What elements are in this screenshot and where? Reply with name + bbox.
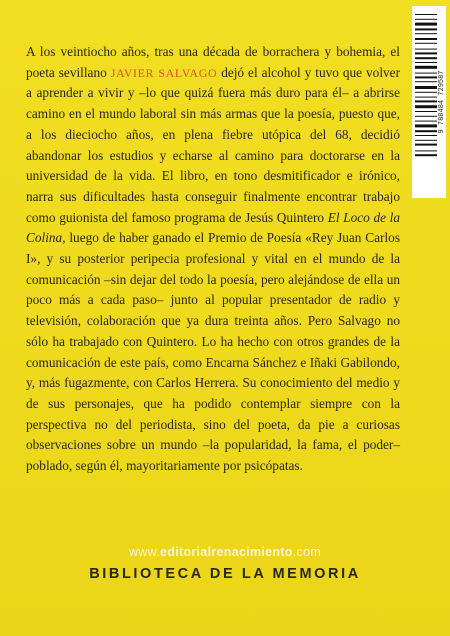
- barcode: [412, 6, 446, 198]
- barcode-bar: [415, 111, 437, 112]
- url-brand: editorialrenacimiento: [160, 545, 293, 559]
- barcode-bar: [415, 116, 437, 117]
- publisher-url[interactable]: [0, 545, 450, 559]
- author-name: JAVIER SALVAGO: [110, 65, 218, 80]
- barcode-bar: [415, 144, 437, 146]
- blurb-text: [26, 42, 400, 477]
- barcode-bar: [415, 49, 437, 50]
- barcode-bar: [415, 121, 437, 122]
- barcode-bar: [415, 73, 437, 74]
- blurb-part-2: dejó el alcohol y tuvo que volver a aprender a vivir y –lo que quizá fuera más duro para él– a abrirse camino en el mundo laboral sin más armas que la poesía, puesto que, a los dieciocho años, en plena fiebre utópica del 68, decidió abandonar los estudios y echarse al camino para doctorarse en la universidad de la vida. El libro, en tono desmitificador e irónico, narra sus dificultades hasta conseguir finalmente encontrar trabajo como guionista del famoso programa de Jesús Quintero: [26, 64, 401, 225]
- barcode-bar: [415, 86, 437, 89]
- barcode-bar: [415, 92, 437, 93]
- barcode-bar: [415, 81, 437, 82]
- barcode-bar: [415, 124, 437, 127]
- barcode-bar: [415, 150, 437, 151]
- barcode-bar: [415, 19, 437, 20]
- barcode-bar: [415, 23, 437, 26]
- blurb-part-3: , luego de haber ganado el Premio de Poesía «Rey Juan Carlos I», y su posterior peripecia profesional y vital en el mundo de la comunicación –sin dejar del todo la poesía, pero alejándose de ella un poco más a cada paso– junto al popular presentador de radio y televisión, colaboración que ya dura treinta años. Pero Salvago no sólo ha trabajado con Quintero. Lo ha hecho con otros grandes de la comunicación de este país, como Encarna Sánchez e Iñaki Gabilondo, y, más fugazmente, con Carlos Herrera. Su conocimiento del medio y de sus personajes, que ha podido contemplar siempre con la perspectiva no del periodista, sino del poeta, da pie a curiosas observaciones sobre un mundo –la popularidad, la fama, el poder– poblado, según él, mayoritariamente por psicópatas.: [26, 230, 400, 474]
- blurb-paragraph: [26, 42, 400, 477]
- barcode-bar: [415, 140, 437, 141]
- barcode-bar: [415, 62, 437, 63]
- collection-title: BIBLIOTECA DE LA MEMORIA: [89, 566, 361, 582]
- isbn-digits: 9 788484 729587: [438, 70, 446, 134]
- barcode-bar: [415, 33, 437, 34]
- barcode-bar: [415, 100, 437, 102]
- blurb-part-1: A los veintiocho años, tras una década de borrachera y bohemia, el poeta sevillano: [26, 44, 400, 80]
- barcode-bar: [415, 97, 437, 98]
- barcode-bar: [415, 43, 437, 44]
- barcode-bar: [415, 14, 437, 15]
- barcode-bar: [415, 52, 437, 54]
- program-title: El Loco de la Colina: [26, 209, 400, 246]
- barcode-bar: [415, 76, 437, 78]
- barcode-bar: [415, 130, 437, 132]
- url-prefix: www.: [128, 545, 161, 559]
- barcode-bar: [415, 154, 437, 156]
- url-suffix: .com: [292, 545, 322, 559]
- barcode-bar: [415, 38, 437, 40]
- barcode-bar: [415, 105, 437, 108]
- barcode-bar: [415, 66, 437, 69]
- barcode-bar: [415, 28, 437, 30]
- barcode-bar: [415, 135, 437, 136]
- barcode-bar: [415, 57, 437, 59]
